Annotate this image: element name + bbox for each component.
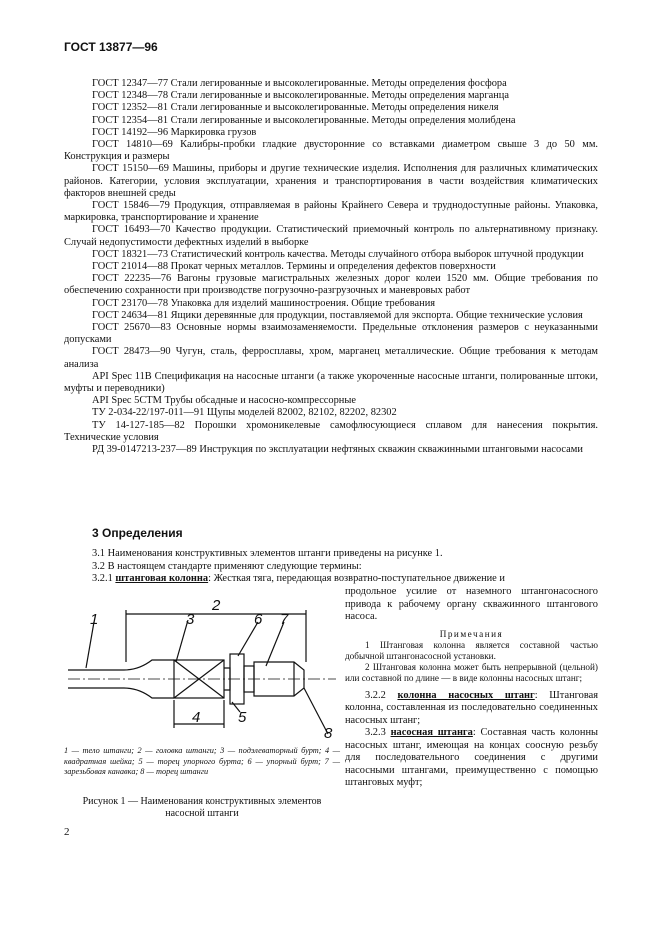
label-4: 4 xyxy=(192,709,201,726)
label-3: 3 xyxy=(186,611,195,628)
reference-item: ГОСТ 23170—78 Упаковка для изделий машиностроения. Общие требования xyxy=(92,297,436,309)
paragraph-3-2: 3.2 В настоящем стандарте применяют следующие термины: xyxy=(92,560,362,572)
label-8: 8 xyxy=(324,725,333,742)
label-7: 7 xyxy=(280,611,289,628)
section-title: 3 Определения xyxy=(92,526,183,540)
note-1: 1 Штанговая колонна является составной частью добычной штангонасосной установки. xyxy=(345,639,598,661)
reference-item: ГОСТ 25670—83 Основные нормы взаимозаменяемости. Предельные отклонения размеров с неуказанными допусками xyxy=(64,322,598,346)
figure-1 xyxy=(64,592,340,742)
sucker-rod-drawing xyxy=(64,592,340,742)
reference-item: ТУ 2-034-22/197-011—91 Щупы моделей 82002, 82102, 82202, 82302 xyxy=(92,407,397,419)
reference-item: API Spec 5CTM Трубы обсадные и насосно-компрессорные xyxy=(92,395,356,407)
reference-item: ГОСТ 15150—69 Машины, приборы и другие технические изделия. Исполнения для различных климатических районов. Категории, условия эксплуатации, хранения и транспортирования в части воздействия климатических факторов внешней среды xyxy=(64,163,598,199)
reference-item: ГОСТ 22235—76 Вагоны грузовые магистральных железных дорог колеи 1520 мм. Общие требования по обеспечению сохранности при производстве погрузочно-разгрузочных и маневровых работ xyxy=(64,273,598,297)
reference-item: ТУ 14-127-185—82 Порошки хромоникелевые самофлюсующиеся сплавом для нанесения покрытия. Технические условия xyxy=(64,419,598,443)
definitions-intro xyxy=(64,548,598,586)
reference-item: API Spec 11В Спецификация на насосные штанги (а также укороченные насосные штанги, полированные штоки, муфты и переводники) xyxy=(64,370,598,395)
reference-list xyxy=(64,78,598,456)
reference-item: ГОСТ 28473—90 Чугун, сталь, ферросплавы, хром, марганец металлические. Общие требования к методам анализа xyxy=(64,346,598,370)
label-5: 5 xyxy=(238,709,247,726)
reference-item: ГОСТ 12354—81 Стали легированные и высоколегированные. Методы определения молибдена xyxy=(92,114,516,126)
note-2: 2 Штанговая колонна может быть непрерывной (цельной) или составной по длине — в виде колонны насосных штанг; xyxy=(345,661,598,683)
right-column xyxy=(345,586,598,790)
figure-title: Рисунок 1 — Наименования конструктивных элементов насосной штанги xyxy=(82,796,322,819)
reference-item: РД 39-0147213-237—89 Инструкция по эксплуатации нефтяных скважин скважинными штанговыми насосами xyxy=(92,444,583,456)
paragraph-3-2-1-cont: продольное усилие от наземного штангонасосного привода к рабочему органу скважинного штангового насоса. xyxy=(345,586,598,622)
reference-item: ГОСТ 16493—70 Качество продукции. Статистический приемочный контроль по альтернативному признаку. Случай недопустимости дефектных изделий в выборке xyxy=(64,224,598,248)
notes-title: Примечания xyxy=(439,628,504,639)
term-shtangovaya-kolonna: штанговая колонна xyxy=(115,573,209,584)
paragraph-3-2-1: 3.2.1 штанговая колонна: Жесткая тяга, передающая возвратно-поступательное движение и xyxy=(92,573,505,584)
label-1: 1 xyxy=(90,611,99,628)
page-number: 2 xyxy=(64,826,70,838)
reference-item: ГОСТ 15846—79 Продукция, отправляемая в районы Крайнего Севера и труднодоступные районы. Упаковка, маркировка, транспортирование и хранение xyxy=(64,200,598,224)
paragraph-3-2-2: 3.2.2 колонна насосных штанг: Штанговая колонна, составленная из последовательно соединенных насосных штанг; xyxy=(345,689,598,726)
reference-item: ГОСТ 21014—88 Прокат черных металлов. Термины и определения дефектов поверхности xyxy=(92,261,496,273)
label-6: 6 xyxy=(254,611,263,628)
reference-item: ГОСТ 24634—81 Ящики деревянные для продукции, поставляемой для экспорта. Общие технические условия xyxy=(92,309,583,321)
term-nasosnaya-shtanga: насосная штанга xyxy=(390,727,473,738)
reference-item: ГОСТ 12352—81 Стали легированные и высоколегированные. Методы определения никеля xyxy=(92,102,499,114)
reference-item: ГОСТ 14810—69 Калибры-пробки гладкие двусторонние со вставками диаметром свыше 3 до 50 мм. Конструкция и размеры xyxy=(64,139,598,163)
reference-item: ГОСТ 14192—96 Маркировка грузов xyxy=(92,126,257,138)
term-kolonna-nasosnyh-shtang: колонна насосных штанг xyxy=(397,689,535,701)
reference-item: ГОСТ 12347—77 Стали легированные и высоколегированные. Методы определения фосфора xyxy=(92,78,507,89)
reference-item: ГОСТ 12348—78 Стали легированные и высоколегированные. Методы определения марганца xyxy=(92,90,509,102)
page-header: ГОСТ 13877—96 xyxy=(64,40,158,54)
paragraph-3-2-3: 3.2.3 насосная штанга: Составная часть колонны насосных штанг, имеющая на концах соосную резьбу для последовательного соединения с другими насосными штангами, преимущественно с помощью штанговых муфт; xyxy=(345,727,598,788)
label-2: 2 xyxy=(212,597,221,614)
paragraph-3-1: 3.1 Наименования конструктивных элементов штанги приведены на рисунке 1. xyxy=(92,548,443,559)
reference-item: ГОСТ 18321—73 Статистический контроль качества. Методы случайного отбора выборок штучной продукции xyxy=(92,248,584,260)
figure-legend: 1 — тело штанги; 2 — головка штанги; 3 — подэлеваторный бурт; 4 — квадратная шейка; 5 — торец упорного бурта; 6 — упорный бурт; 7 — зарезьбовая канавка; 8 — торец штанги xyxy=(64,746,340,776)
